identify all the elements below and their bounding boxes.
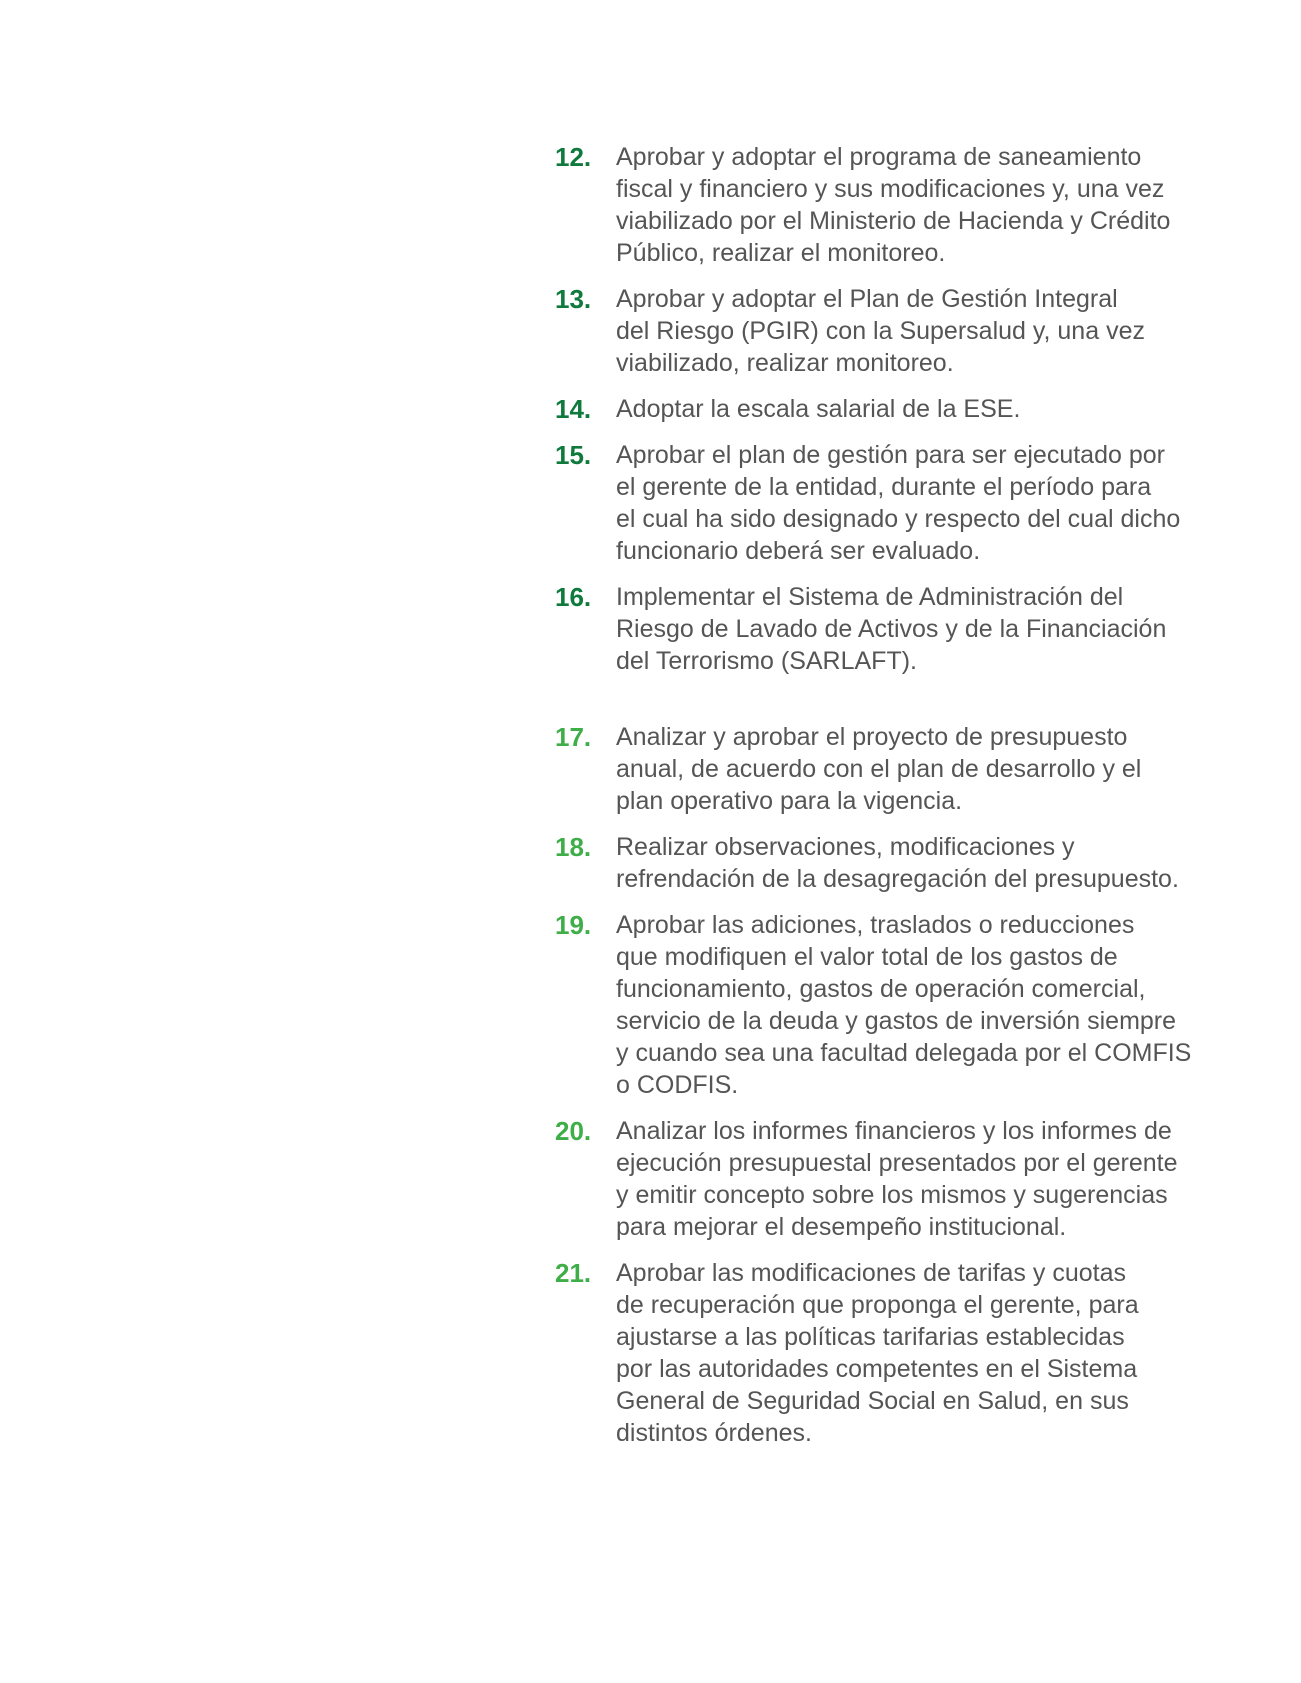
item-text: Implementar el Sistema de Administración del Riesgo de Lavado de Activos y de la Financiación del Terrorismo (SARLAFT). [616,583,1167,675]
list-item-21 [555,1257,1245,1449]
list-item-14 [555,393,1245,425]
item-text: Aprobar las adiciones, traslados o reducciones que modifiquen el valor total de los gastos de funcionamiento, gastos de operación comercial, servicio de la deuda y gastos de inversión siempre y cuando sea una facultad delegada por el COMFIS o CODFIS. [616,911,1192,1099]
item-number: 12. [555,142,592,172]
item-number: 14. [555,394,592,424]
list-item-12 [555,141,1245,269]
numbered-list [555,141,1245,1463]
list-item-15 [555,439,1245,567]
item-number: 18. [555,832,592,862]
list-item-13 [555,283,1245,379]
item-text: Analizar y aprobar el proyecto de presupuesto anual, de acuerdo con el plan de desarrollo y el plan operativo para la vigencia. [616,723,1142,815]
item-text: Realizar observaciones, modificaciones y refrendación de la desagregación del presupuesto. [616,833,1179,893]
item-text: Analizar los informes financieros y los informes de ejecución presupuestal presentados por el gerente y emitir concepto sobre los mismos y sugerencias para mejorar el desempeño institucional. [616,1117,1178,1241]
list-item-19 [555,909,1245,1101]
item-text: Adoptar la escala salarial de la ESE. [616,395,1021,423]
item-number: 17. [555,722,592,752]
list-item-20 [555,1115,1245,1243]
item-number: 20. [555,1116,592,1146]
list-item-16 [555,581,1245,677]
item-text: Aprobar las modificaciones de tarifas y cuotas de recuperación que proponga el gerente, para ajustarse a las políticas tarifarias establecidas por las autoridades competentes en el Sistema General de Seguridad Social en Salud, en sus distintos órdenes. [616,1259,1139,1447]
list-item-17 [555,721,1245,817]
item-text: Aprobar el plan de gestión para ser ejecutado por el gerente de la entidad, durante el período para el cual ha sido designado y respecto del cual dicho funcionario deberá ser evaluado. [616,441,1181,565]
item-number: 16. [555,582,592,612]
item-number: 13. [555,284,592,314]
item-text: Aprobar y adoptar el Plan de Gestión Integral del Riesgo (PGIR) con la Supersalud y, una vez viabilizado, realizar monitoreo. [616,285,1145,377]
item-number: 21. [555,1258,592,1288]
item-number: 15. [555,440,592,470]
list-item-18 [555,831,1245,895]
item-text: Aprobar y adoptar el programa de saneamiento fiscal y financiero y sus modificaciones y, una vez viabilizado por el Ministerio de Hacienda y Crédito Público, realizar el monitoreo. [616,143,1171,267]
item-number: 19. [555,910,592,940]
